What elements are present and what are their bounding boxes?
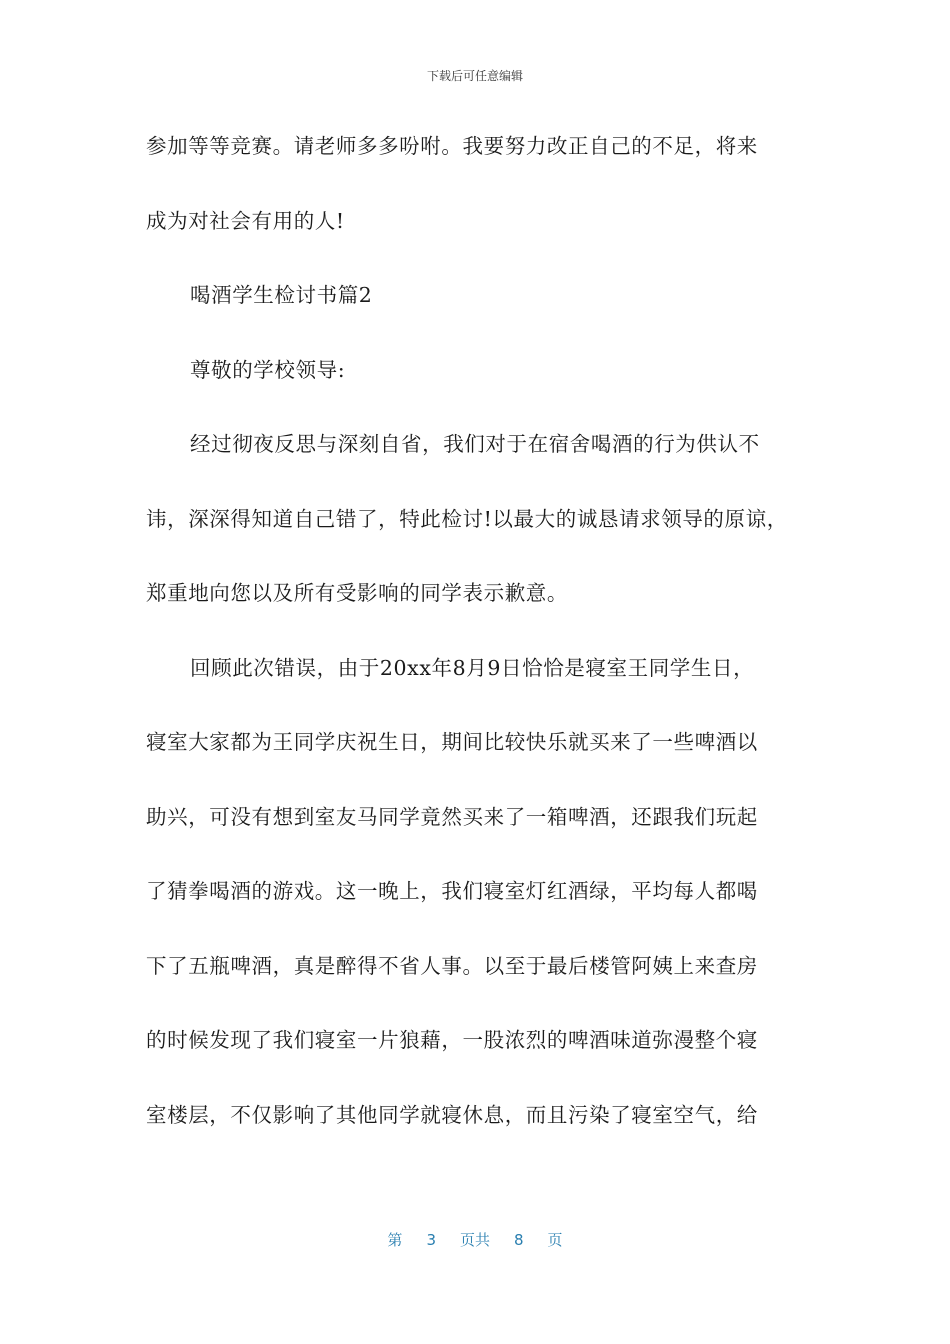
current-page-number: 3 xyxy=(426,1231,436,1249)
total-label: 页共 xyxy=(459,1231,490,1249)
text-line: 讳，深深得知道自己错了，特此检讨!以最大的诚恳请求领导的原谅， xyxy=(146,506,788,531)
page-label: 第 xyxy=(387,1231,403,1249)
section-heading: 喝酒学生检讨书篇2 xyxy=(190,283,373,307)
page-footer xyxy=(0,1229,950,1250)
text-line: 下了五瓶啤酒，真是醉得不省人事。以至于最后楼管阿姨上来查房 xyxy=(146,953,758,978)
total-pages-number: 8 xyxy=(514,1231,524,1249)
text-line: 回顾此次错误，由于20xx年8月9日恰恰是寝室王同学生日， xyxy=(190,655,755,680)
text-line: 助兴，可没有想到室友马同学竟然买来了一箱啤酒，还跟我们玩起 xyxy=(146,804,758,829)
text-line: 郑重地向您以及所有受影响的同学表示歉意。 xyxy=(146,581,568,605)
header-note: 下载后可任意编辑 xyxy=(426,69,523,83)
document-body xyxy=(146,126,826,1169)
text-line: 寝室大家都为王同学庆祝生日，期间比较快乐就买来了一些啤酒以 xyxy=(146,730,758,754)
text-line: 了猜拳喝酒的游戏。这一晚上，我们寝室灯红酒绿，平均每人都喝 xyxy=(146,879,758,903)
text-line: 经过彻夜反思与深刻自省，我们对于在宿舍喝酒的行为供认不 xyxy=(190,432,760,456)
text-line: 室楼层，不仅影响了其他同学就寝休息，而且污染了寝室空气，给 xyxy=(146,1102,758,1127)
page-suffix: 页 xyxy=(547,1231,563,1249)
salutation: 尊敬的学校领导: xyxy=(190,357,346,382)
text-line: 的时候发现了我们寝室一片狼藉，一股浓烈的啤酒味道弥漫整个寝 xyxy=(146,1028,758,1052)
text-line: 成为对社会有用的人! xyxy=(146,208,345,233)
text-line: 参加等等竞赛。请老师多多吩咐。我要努力改正自己的不足，将来 xyxy=(146,134,758,158)
